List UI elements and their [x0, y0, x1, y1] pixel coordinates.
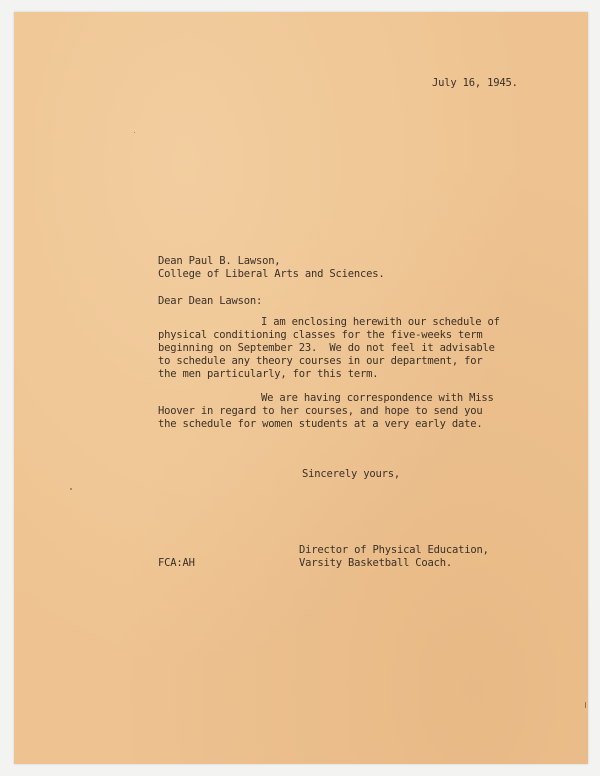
- paragraph2-line: Hoover in regard to her courses, and hope to send you: [158, 405, 483, 417]
- paragraph1-line: beginning on September 23. We do not feel it advisable: [158, 342, 495, 354]
- signature-title-line2: Varsity Basketball Coach.: [299, 557, 453, 569]
- letter-date: July 16, 1945.: [432, 77, 518, 89]
- paper-speck: [585, 702, 586, 708]
- complimentary-closing: Sincerely yours,: [302, 468, 400, 480]
- signature-title-line1: Director of Physical Education,: [299, 544, 489, 556]
- paragraph1-line: the men particularly, for this term.: [158, 368, 379, 380]
- letter-page: [14, 12, 588, 764]
- recipient-name: Dean Paul B. Lawson,: [158, 255, 281, 267]
- salutation: Dear Dean Lawson:: [158, 295, 263, 307]
- paragraph2-line: We are having correspondence with Miss: [261, 392, 494, 404]
- recipient-organization: College of Liberal Arts and Sciences.: [158, 268, 385, 280]
- paper-speck: [70, 488, 72, 490]
- paragraph1-line: I am enclosing herewith our schedule of: [261, 316, 500, 328]
- paragraph1-line: to schedule any theory courses in our department, for: [158, 355, 483, 367]
- paragraph2-line: the schedule for women students at a very early date.: [158, 418, 483, 430]
- reference-initials: FCA:AH: [158, 557, 195, 569]
- paper-speck: [134, 132, 135, 133]
- paragraph1-line: physical conditioning classes for the five-weeks term: [158, 329, 483, 341]
